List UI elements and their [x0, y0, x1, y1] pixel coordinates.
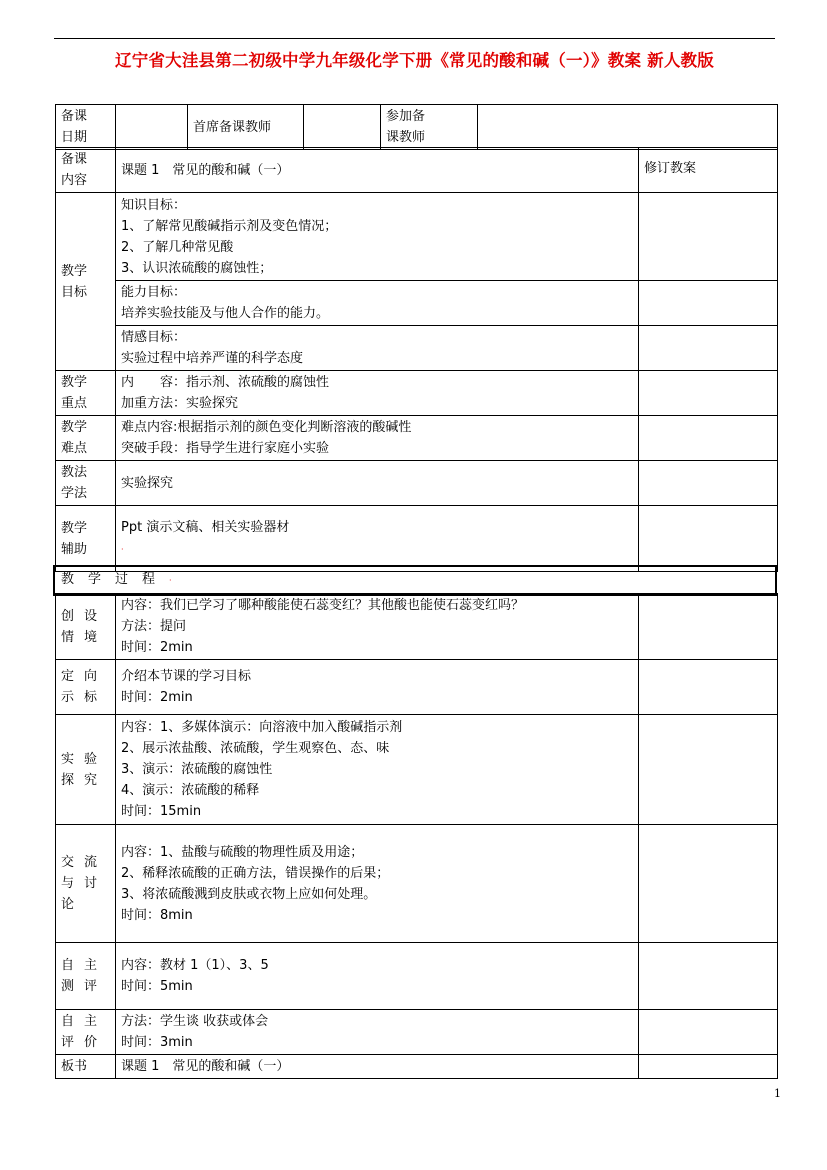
participant-label: 参加备 课教师	[381, 105, 478, 150]
step-label: 定向 示标	[56, 660, 116, 715]
step-label: 自主 评价	[56, 1010, 116, 1055]
document-title: 辽宁省大洼县第二初级中学九年级化学下册《常见的酸和碱（一）》教案 新人教版	[115, 51, 714, 70]
revision-cell	[639, 1055, 778, 1079]
step-label: 创设 情境	[56, 594, 116, 660]
revision-cell	[639, 371, 778, 416]
ability-goals: 能力目标： 培养实验技能及与他人合作的能力。	[116, 281, 639, 326]
lesson-topic: 课题 1 常见的酸和碱（一）	[116, 148, 639, 193]
header-rule	[54, 38, 775, 39]
participant-value	[478, 105, 778, 150]
emotion-goals: 情感目标： 实验过程中培养严谨的科学态度	[116, 326, 639, 371]
step-content: 内容：1、盐酸与硫酸的物理性质及用途； 2、稀释浓硫酸的正确方法，错误操作的后果； 3、将浓硫酸溅到皮肤或衣物上应如何处理。 时间：8min	[116, 825, 639, 943]
key-points: 内 容：指示剂、浓硫酸的腐蚀性 加重方法：实验探究	[116, 371, 639, 416]
prep-date-label: 备课 日期	[56, 105, 116, 150]
marker-dot: ·	[121, 545, 124, 554]
difficulties: 难点内容:根据指示剂的颜色变化判断溶液的酸碱性 突破手段：指导学生进行家庭小实验	[116, 416, 639, 461]
blackboard-label: 板书	[56, 1055, 116, 1079]
marker-dot: ·	[169, 576, 186, 585]
step-label: 自主 测评	[56, 943, 116, 1010]
revision-cell	[639, 715, 778, 825]
knowledge-goals: 知识目标： 1、了解常见酸碱指示剂及变色情况； 2、了解几种常见酸 3、认识浓硫酸的腐蚀性；	[116, 193, 639, 281]
revision-cell	[639, 193, 778, 281]
header-table	[55, 104, 778, 150]
process-heading: 教学过程·	[54, 566, 776, 595]
revision-cell	[639, 281, 778, 326]
revision-cell	[639, 660, 778, 715]
revision-cell	[639, 594, 778, 660]
chief-teacher-value	[304, 105, 381, 150]
revision-cell	[639, 326, 778, 371]
step-content: 内容：我们已学习了哪种酸能使石蕊变红？其他酸也能使石蕊变红吗？ 方法：提问 时间：2min	[116, 594, 639, 660]
goals-label: 教学 目标	[56, 193, 116, 371]
step-label: 实验 探究	[56, 715, 116, 825]
methods-label: 教法 学法	[56, 461, 116, 506]
step-content: 内容：1、多媒体演示：向溶液中加入酸碱指示剂 2、展示浓盐酸、浓硫酸，学生观察色、态、味 3、演示：浓硫酸的腐蚀性 4、演示：浓硫酸的稀释 时间：15min	[116, 715, 639, 825]
content-label: 备课 内容	[56, 148, 116, 193]
process-heading-table	[53, 565, 777, 596]
aids-label: 教学 辅助	[56, 506, 116, 572]
difficulties-label: 教学 难点	[56, 416, 116, 461]
revision-cell	[639, 416, 778, 461]
revision-header: 修订教案	[639, 148, 778, 193]
revision-cell	[639, 506, 778, 572]
step-label: 交流 与讨 论	[56, 825, 116, 943]
revision-cell	[639, 1010, 778, 1055]
step-content: 内容：教材 1（1）、3、5 时间：5min	[116, 943, 639, 1010]
prep-date-value	[116, 105, 188, 150]
revision-cell	[639, 943, 778, 1010]
revision-cell	[639, 461, 778, 506]
revision-cell	[639, 825, 778, 943]
page-number: 1	[774, 1087, 781, 1100]
chief-teacher-label: 首席备课教师	[188, 105, 304, 150]
teaching-aids: Ppt 演示文稿、相关实验器材 ·	[116, 506, 639, 572]
process-table	[55, 593, 778, 1079]
step-content: 介绍本节课的学习目标 时间：2min	[116, 660, 639, 715]
blackboard-content: 课题 1 常见的酸和碱（一）	[116, 1055, 639, 1079]
key-points-label: 教学 重点	[56, 371, 116, 416]
methods: 实验探究	[116, 461, 639, 506]
lesson-plan-table	[55, 147, 778, 572]
step-content: 方法：学生谈 收获或体会 时间：3min	[116, 1010, 639, 1055]
